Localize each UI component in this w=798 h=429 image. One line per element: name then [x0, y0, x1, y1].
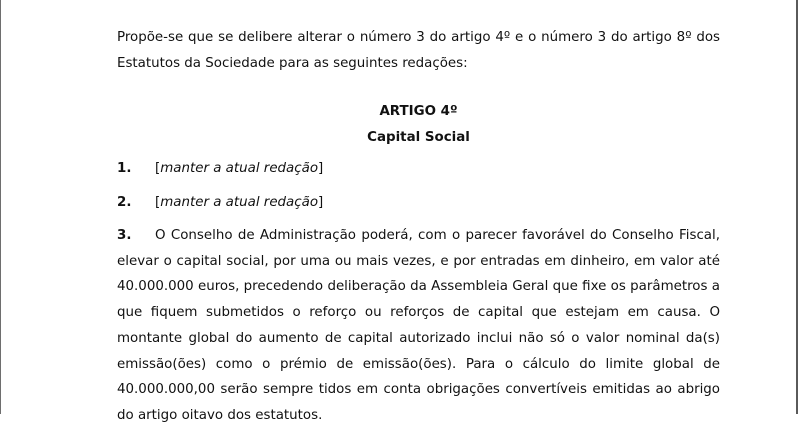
item-text: [155, 156, 323, 182]
list-item: [117, 190, 720, 216]
article-subtitle: Capital Social: [367, 130, 470, 145]
intro-paragraph: Propõe-se que se delibere alterar o número 3 do artigo 4º e o número 3 do artigo 8º dos Estatutos da Sociedade para as seguintes redações:: [117, 30, 720, 71]
page-edge-left: [0, 0, 1, 414]
article-title: ARTIGO 4º: [379, 104, 458, 119]
document-body: [117, 25, 720, 429]
list-item: [117, 223, 720, 429]
item-text: [155, 190, 323, 216]
bracket-open: [: [155, 161, 161, 176]
bracket-close: ]: [318, 194, 324, 210]
item-text: O Conselho de Administração poderá, com o parecer favorável do Conselho Fiscal, elevar o capital social, por uma ou mais vezes, e por entradas em dinheiro, em valor até 40.000.000 euros, precedendo deliberação da Assembleia Geral que fixe os parâmetros a que fiquem submetidos o reforço ou reforços de capital que estejam em causa. O montante global do aumento de capital autorizado inclui não só o valor nominal da(s) emissão(ões) como o prémio de emissão(ões). Para o cálculo do limite global de 40.000.000,00 serão sempre tidos em conta obrigações convertíveis emitidas ao abrigo do artigo oitavo dos estatutos.: [117, 228, 720, 423]
item-placeholder-text: manter a atual redação: [160, 194, 319, 210]
list-item: [117, 156, 720, 182]
item-number: 3.: [117, 228, 132, 243]
item-number: 1.: [117, 161, 132, 176]
bracket-close: ]: [318, 161, 324, 176]
item-placeholder-text: manter a atual redação: [160, 161, 319, 176]
item-number: 2.: [117, 194, 132, 210]
bracket-open: [: [155, 194, 161, 210]
